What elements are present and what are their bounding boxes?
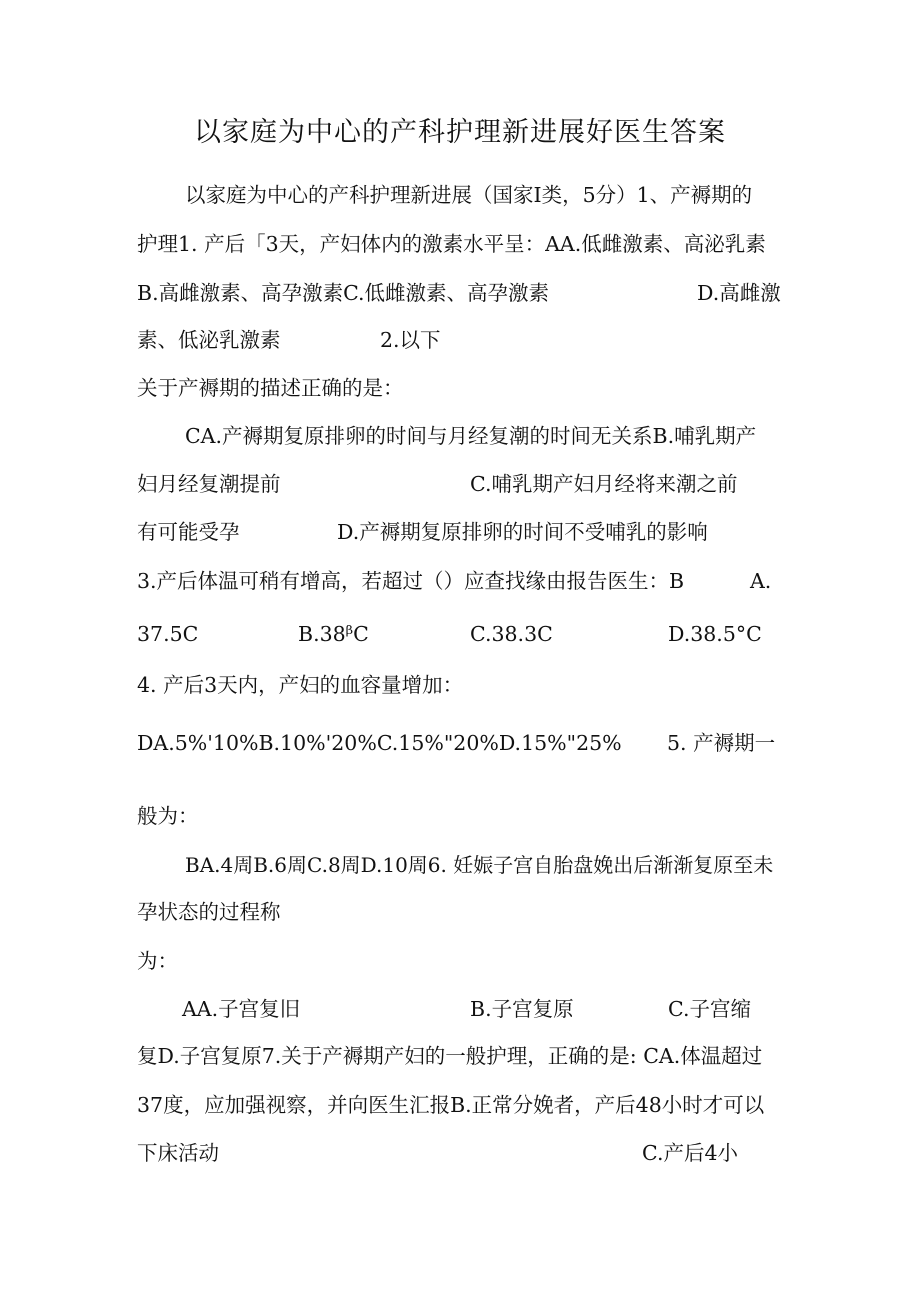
text-line-12a: DA.5%'10%B.10%'20%C.15%"20%D.15%"25% <box>137 731 622 755</box>
text-line-17c: C.子宫缩 <box>668 997 751 1021</box>
text-line-1: 以家庭为中心的产科护理新进展（国家I类，5分）1、产褥期的 <box>185 183 753 207</box>
option-d-line: D.38.5°C <box>668 622 762 646</box>
text-line-8b: D.产褥期复原排卵的时间不受哺乳的影响 <box>337 520 708 544</box>
text-line-6: CA.产褥期复原排卵的时间与月经复潮的时间无关系B.哺乳期产 <box>185 424 757 448</box>
text-line-4a: 素、低泌乳激素 <box>137 328 281 352</box>
text-line-3b: D.高雌激 <box>697 281 781 305</box>
text-line-12b: 5. 产褥期一 <box>667 731 776 755</box>
text-line-3a: B.高雌激素、高孕激素C.低雌激素、高孕激素 <box>137 281 550 305</box>
text-line-7b: C.哺乳期产妇月经将来潮之前 <box>470 472 738 496</box>
text-line-9a: 3.产后体温可稍有增高，若超过（）应查找缘由报告医生：B <box>137 569 685 593</box>
option-a-line: 37.5C <box>137 622 199 646</box>
document-title: 以家庭为中心的产科护理新进展好医生答案 <box>194 117 726 148</box>
text-line-13: 般为： <box>137 804 199 828</box>
text-line-19: 37度，应加强视察，并向医生汇报B.正常分娩者，产后48小时才可以 <box>137 1093 765 1117</box>
text-line-11: 4. 产后3天内，产妇的血容量增加： <box>137 673 464 697</box>
text-line-8a: 有可能受孕 <box>137 520 240 544</box>
text-line-14: BA.4周B.6周C.8周D.10周6. 妊娠子宫自胎盘娩出后渐渐复原至未 <box>185 853 774 877</box>
text-line-7a: 妇月经复潮提前 <box>137 472 281 496</box>
text-line-15: 孕状态的过程称 <box>137 900 281 924</box>
option-c-line: C.38.3C <box>470 622 553 646</box>
text-line-18: 复D.子宫复原7.关于产褥期产妇的一般护理，正确的是: CA.体温超过 <box>137 1044 763 1068</box>
text-line-20b: C.产后4小 <box>642 1141 739 1165</box>
text-line-2: 护理1. 产后「3天，产妇体内的激素水平呈：AA.低雌激素、高泌乳素 <box>137 232 766 256</box>
text-line-17a: AA.子宫复旧 <box>182 997 301 1021</box>
option-b-line: B.38ᵝC <box>298 622 369 646</box>
text-line-5: 关于产褥期的描述正确的是： <box>137 376 404 400</box>
text-line-20a: 下床活动 <box>137 1141 219 1165</box>
text-line-9b: A. <box>750 569 772 593</box>
text-line-16: 为： <box>137 949 178 973</box>
text-line-17b: B.子宫复原 <box>470 997 574 1021</box>
text-line-4b: 2.以下 <box>380 328 441 352</box>
